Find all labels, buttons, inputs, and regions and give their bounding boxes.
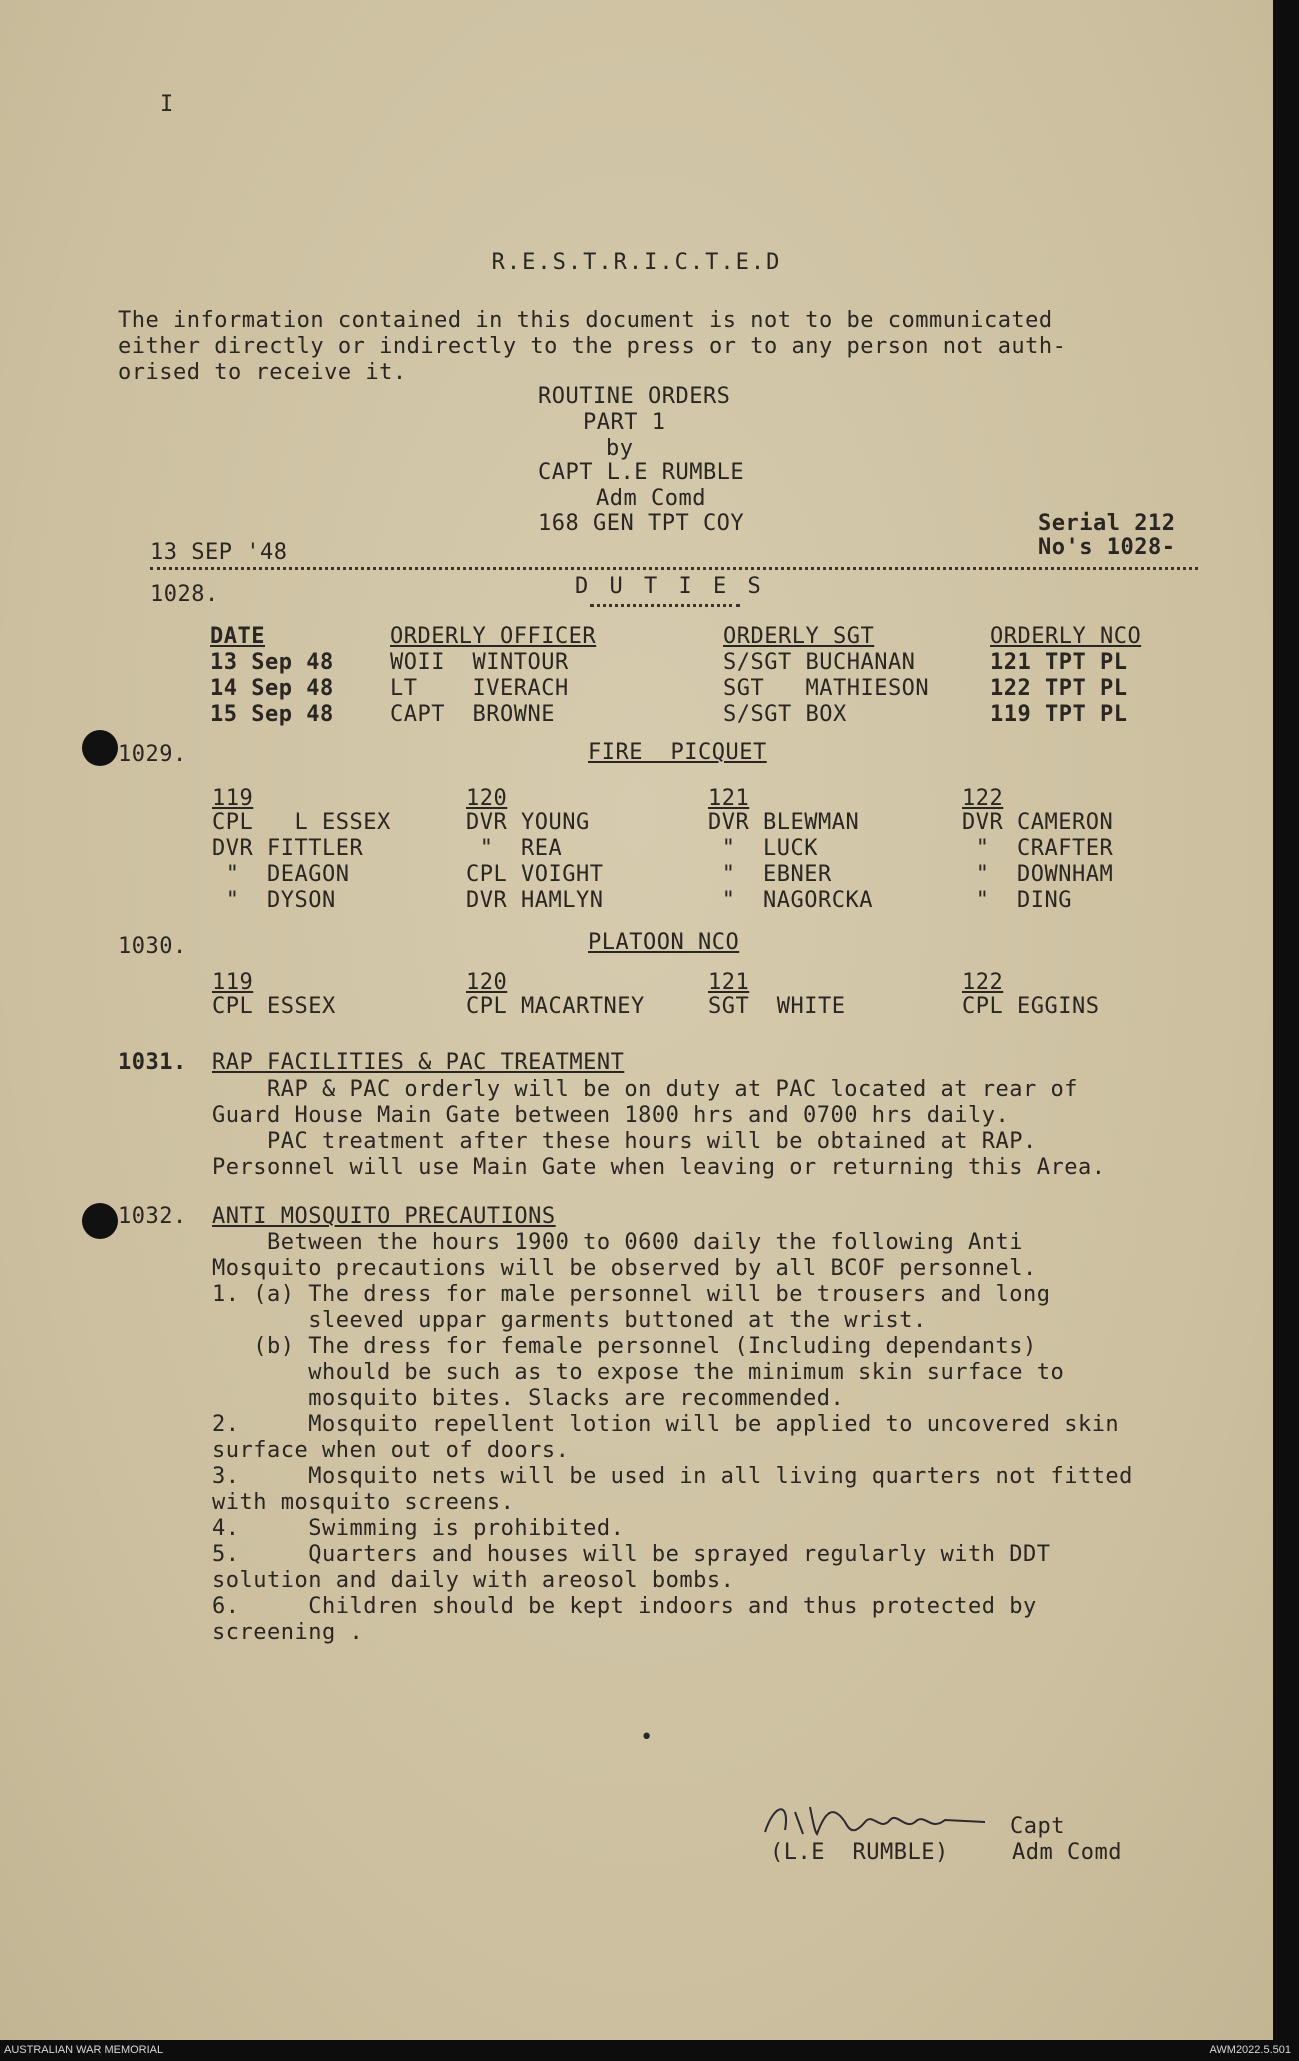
paragraph-line: Guard House Main Gate between 1800 hrs and 0700 hrs daily. bbox=[212, 1103, 1010, 1128]
paragraph-line: 3. Mosquito nets will be used in all living quarters not fitted bbox=[212, 1464, 1133, 1489]
section-number-1030: 1030. bbox=[118, 934, 187, 959]
corner-mark: I bbox=[160, 92, 174, 117]
table-cell: CAPT BROWNE bbox=[390, 702, 555, 727]
paragraph-line: 1. (a) The dress for male personnel will be trousers and long bbox=[212, 1282, 1051, 1307]
paragraph-line: Between the hours 1900 to 0600 daily the following Anti bbox=[212, 1230, 1023, 1255]
list-item: CPL L ESSEX bbox=[212, 810, 391, 835]
paragraph-line: solution and daily with areosol bombs. bbox=[212, 1568, 735, 1593]
table-cell: 119 TPT PL bbox=[990, 702, 1128, 727]
list-item: CPL ESSEX bbox=[212, 994, 336, 1019]
platoon-number: 122 bbox=[962, 970, 1004, 995]
title-line: by bbox=[606, 436, 634, 461]
platoon-number: 119 bbox=[212, 970, 254, 995]
fire-picquet-heading: FIRE PICQUET bbox=[588, 740, 767, 765]
paragraph-line: (b) The dress for female personnel (Including dependants) bbox=[212, 1334, 1037, 1359]
table-cell: 121 TPT PL bbox=[990, 650, 1128, 675]
platoon-number: 121 bbox=[708, 786, 750, 811]
platoon-number: 121 bbox=[708, 970, 750, 995]
paragraph-line: surface when out of doors. bbox=[212, 1438, 570, 1463]
list-item: " LUCK bbox=[708, 836, 818, 861]
list-item: " DYSON bbox=[212, 888, 336, 913]
notice-line: orised to receive it. bbox=[118, 360, 407, 385]
list-item: DVR HAMLYN bbox=[466, 888, 604, 913]
stray-mark: • bbox=[640, 1725, 654, 1750]
signature-appointment: Adm Comd bbox=[1012, 1840, 1122, 1865]
list-item: " DOWNHAM bbox=[962, 862, 1114, 887]
table-cell: 122 TPT PL bbox=[990, 676, 1128, 701]
table-cell: WOII WINTOUR bbox=[390, 650, 569, 675]
order-numbers: No's 1028- bbox=[1038, 535, 1176, 560]
duties-heading: D U T I E S bbox=[575, 574, 765, 599]
paragraph-line: 5. Quarters and houses will be sprayed regularly with DDT bbox=[212, 1542, 1051, 1567]
title-line: 168 GEN TPT COY bbox=[538, 511, 745, 536]
paragraph-line: Mosquito precautions will be observed by all BCOF personnel. bbox=[212, 1256, 1037, 1281]
platoon-number: 122 bbox=[962, 786, 1004, 811]
paragraph-line: screening . bbox=[212, 1620, 364, 1645]
list-item: " CRAFTER bbox=[962, 836, 1114, 861]
list-item: " DEAGON bbox=[212, 862, 350, 887]
rap-facilities-heading: RAP FACILITIES & PAC TREATMENT bbox=[212, 1050, 625, 1075]
paragraph-line: mosquito bites. Slacks are recommended. bbox=[212, 1386, 845, 1411]
separator-dots bbox=[150, 567, 1198, 570]
paragraph-line: sleeved uppar garments buttoned at the wrist. bbox=[212, 1308, 927, 1333]
anti-mosquito-heading: ANTI MOSQUITO PRECAUTIONS bbox=[212, 1204, 556, 1229]
list-item: " DING bbox=[962, 888, 1072, 913]
order-date: 13 SEP '48 bbox=[150, 540, 288, 565]
archive-footer bbox=[0, 2040, 1299, 2061]
title-line: Adm Comd bbox=[596, 486, 706, 511]
table-cell: 13 Sep 48 bbox=[210, 650, 334, 675]
serial-number: Serial 212 bbox=[1038, 511, 1176, 536]
list-item: DVR BLEWMAN bbox=[708, 810, 860, 835]
paragraph-line: Personnel will use Main Gate when leaving or returning this Area. bbox=[212, 1155, 1106, 1180]
table-cell: S/SGT BOX bbox=[723, 702, 847, 727]
archive-reference: AWM2022.5.501 bbox=[1209, 2044, 1291, 2056]
table-cell: SGT MATHIESON bbox=[723, 676, 930, 701]
notice-line: either directly or indirectly to the press or to any person not auth- bbox=[118, 334, 1067, 359]
signature-name: (L.E RUMBLE) bbox=[770, 1840, 949, 1865]
section-number-1031: 1031. bbox=[118, 1050, 187, 1075]
list-item: DVR YOUNG bbox=[466, 810, 590, 835]
title-line: PART 1 bbox=[583, 410, 666, 435]
list-item: CPL EGGINS bbox=[962, 994, 1100, 1019]
list-item: DVR CAMERON bbox=[962, 810, 1114, 835]
paragraph-line: RAP & PAC orderly will be on duty at PAC located at rear of bbox=[212, 1077, 1078, 1102]
punch-hole bbox=[82, 730, 118, 766]
restricted-heading: R.E.S.T.R.I.C.T.E.D bbox=[491, 250, 782, 275]
list-item: " REA bbox=[466, 836, 563, 861]
paragraph-line: with mosquito screens. bbox=[212, 1490, 515, 1515]
table-cell: 14 Sep 48 bbox=[210, 676, 334, 701]
platoon-number: 120 bbox=[466, 786, 508, 811]
platoon-number: 120 bbox=[466, 970, 508, 995]
title-line: ROUTINE ORDERS bbox=[538, 384, 731, 409]
table-cell: S/SGT BUCHANAN bbox=[723, 650, 916, 675]
punch-hole bbox=[82, 1203, 118, 1239]
table-cell: 15 Sep 48 bbox=[210, 702, 334, 727]
title-line: CAPT L.E RUMBLE bbox=[538, 460, 745, 485]
section-number-1028: 1028. bbox=[150, 582, 219, 607]
paragraph-line: 4. Swimming is prohibited. bbox=[212, 1516, 625, 1541]
paragraph-line: 6. Children should be kept indoors and thus protected by bbox=[212, 1594, 1037, 1619]
list-item: " EBNER bbox=[708, 862, 832, 887]
notice-line: The information contained in this document is not to be communicated bbox=[118, 308, 1053, 333]
archive-name: AUSTRALIAN WAR MEMORIAL bbox=[4, 2044, 164, 2056]
signature-rank: Capt bbox=[1010, 1814, 1065, 1839]
list-item: DVR FITTLER bbox=[212, 836, 364, 861]
list-item: CPL MACARTNEY bbox=[466, 994, 645, 1019]
heading-dots bbox=[590, 604, 740, 607]
col-orderly-officer: ORDERLY OFFICER bbox=[390, 624, 597, 649]
list-item: CPL VOIGHT bbox=[466, 862, 604, 887]
list-item: SGT WHITE bbox=[708, 994, 846, 1019]
paragraph-line: PAC treatment after these hours will be obtained at RAP. bbox=[212, 1129, 1037, 1154]
table-cell: LT IVERACH bbox=[390, 676, 569, 701]
platoon-nco-heading: PLATOON NCO bbox=[588, 930, 740, 955]
col-date: DATE bbox=[210, 624, 265, 649]
section-number-1032: 1032. bbox=[118, 1204, 187, 1229]
paragraph-line: 2. Mosquito repellent lotion will be applied to uncovered skin bbox=[212, 1412, 1120, 1437]
list-item: " NAGORCKA bbox=[708, 888, 873, 913]
col-orderly-nco: ORDERLY NCO bbox=[990, 624, 1142, 649]
paragraph-line: whould be such as to expose the minimum skin surface to bbox=[212, 1360, 1065, 1385]
col-orderly-sgt: ORDERLY SGT bbox=[723, 624, 875, 649]
platoon-number: 119 bbox=[212, 786, 254, 811]
section-number-1029: 1029. bbox=[118, 742, 187, 767]
